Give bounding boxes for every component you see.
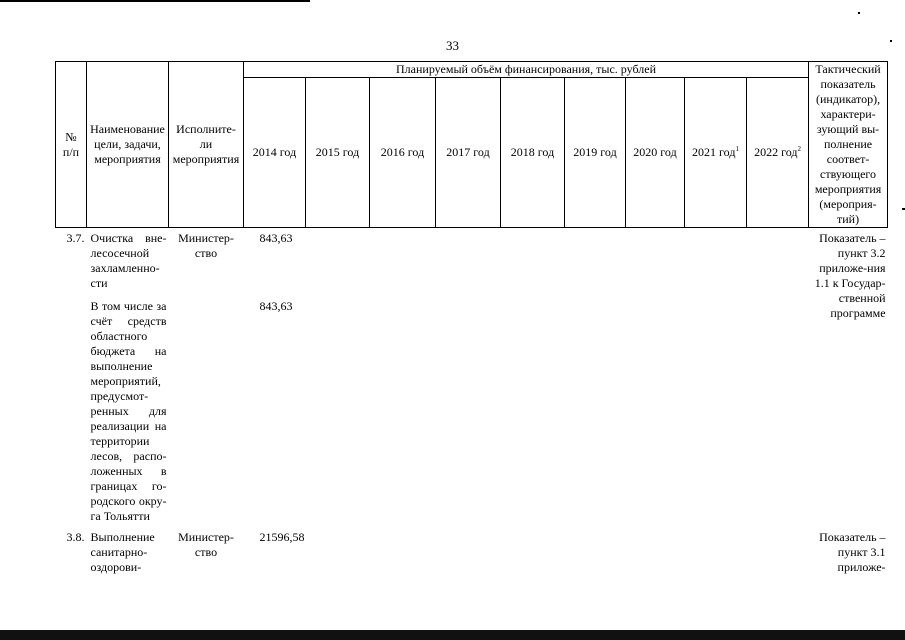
header-name: Наименование цели, задачи, мероприятия	[87, 62, 169, 228]
row-num: 3.8.	[66, 530, 85, 544]
row-executor	[169, 291, 244, 524]
header-indicator: Тактический показатель (индикатор), характери-зующий вы-полнение соответ-ствующего мероприятия (мероприя-тий)	[809, 62, 888, 228]
header-year-2021: 2021 год$^1$	[685, 78, 747, 228]
header-num: № п/п	[56, 62, 87, 228]
header-year-2017: 2017 год	[436, 78, 501, 228]
row-name: Выполнение санитарно-оздорови-	[90, 530, 155, 574]
header-year-2022: 2022 год$^2$	[747, 78, 809, 228]
header-year-2016: 2016 год	[370, 78, 436, 228]
row-value-2014: 843,63	[259, 299, 293, 313]
row-executor: Министер-ство	[178, 231, 234, 260]
footnote-mark: 2	[797, 145, 801, 154]
table-row	[56, 291, 888, 524]
table-row	[56, 524, 888, 575]
row-num	[56, 291, 87, 524]
row-name: В том числе за счёт средств областного бюджета на выполнение мероприятий, предусмот-ренных для реализации на территории лесов, распо-ложенных в границах го-родского окру-га Тольятти	[90, 299, 167, 523]
header-year-2014: 2014 год	[244, 78, 306, 228]
page-number: 33	[446, 38, 459, 53]
header-funding-group: Планируемый объём финансирования, тыс. рублей	[244, 62, 809, 78]
row-num: 3.7.	[66, 231, 85, 245]
row-indicator: Показатель – пункт 3.1 приложе-	[819, 530, 886, 574]
footnote-mark: 1	[735, 145, 739, 154]
header-executor: Исполните- ли мероприятия	[169, 62, 244, 228]
row-executor: Министер-ство	[178, 530, 234, 559]
header-year-2018: 2018 год	[501, 78, 565, 228]
header-year-2020: 2020 год	[626, 78, 685, 228]
scan-speck	[858, 12, 860, 14]
financing-table	[55, 61, 888, 575]
row-name: Очистка вне-лесосечной захламленно-сти	[90, 231, 167, 290]
row-value-2014: 21596,58	[259, 530, 305, 544]
table-row	[56, 228, 888, 292]
top-rule	[0, 0, 310, 2]
row-indicator: Показатель – пункт 3.2 приложе-ния 1.1 к Государ-ственной программе	[814, 231, 886, 320]
header-year-2015: 2015 год	[306, 78, 370, 228]
header-year-2019: 2019 год	[565, 78, 626, 228]
row-value-2014: 843,63	[259, 231, 293, 245]
scan-edge-band	[0, 630, 905, 640]
